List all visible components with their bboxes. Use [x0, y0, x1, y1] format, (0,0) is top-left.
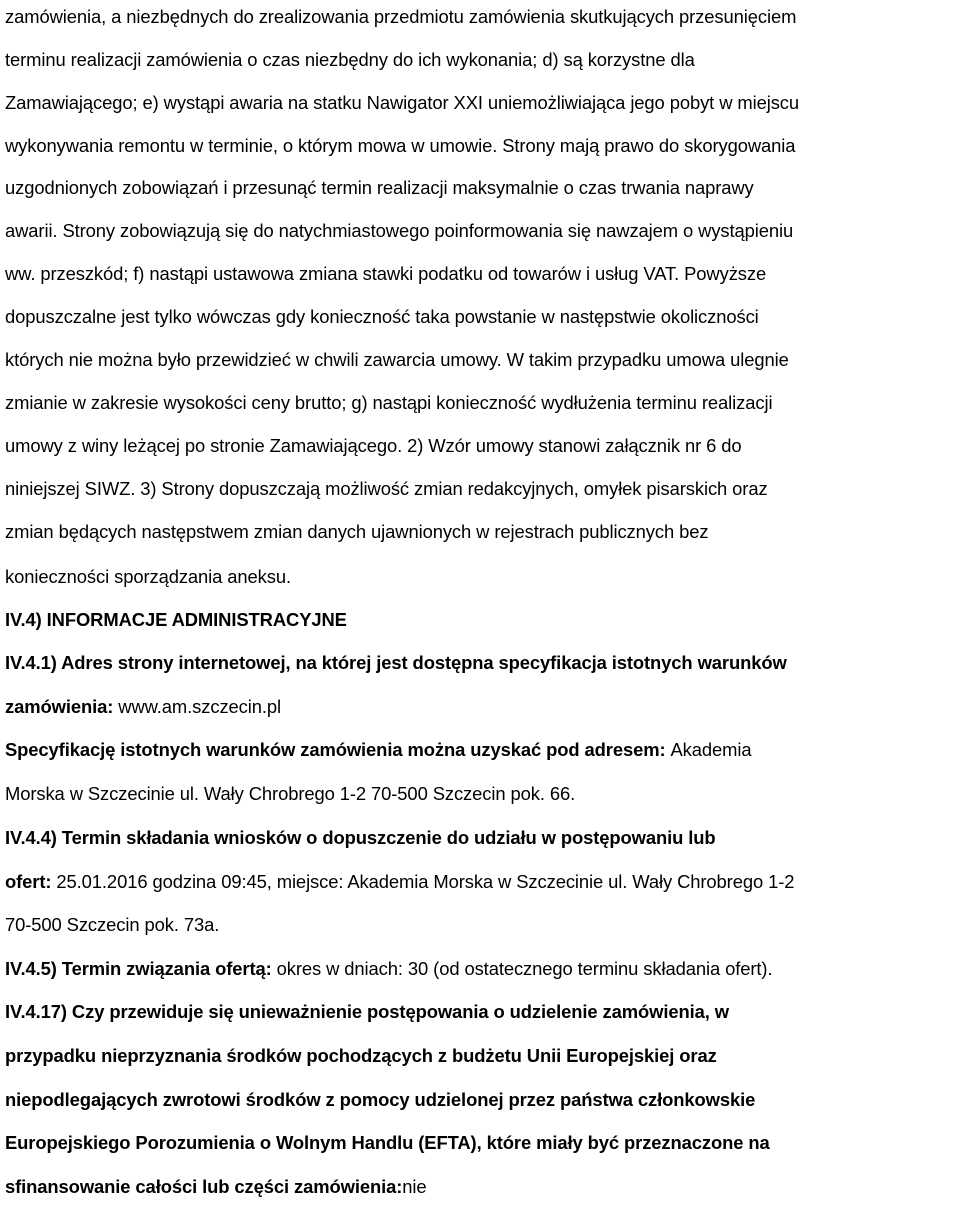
text: www.am.szczecin.pl — [118, 696, 282, 717]
text: okres w dniach: 30 (od ostatecznego terminu składania ofert). — [276, 958, 773, 979]
text: 70-500 Szczecin pok. 73a. — [5, 914, 220, 935]
text-line — [5, 1132, 770, 1154]
bold-text: IV.4.17) Czy przewiduje się unieważnienie postępowania o udzielenie zamówienia, w — [5, 1001, 729, 1022]
text-line — [5, 871, 794, 893]
text: Akademia — [670, 739, 752, 760]
text: zmianie w zakresie wysokości ceny brutto; g) nastąpi konieczność wydłużenia terminu realizacji — [5, 392, 773, 413]
text-line — [5, 652, 787, 674]
text: których nie można było przewidzieć w chwili zawarcia umowy. W takim przypadku umowa ulegnie — [5, 349, 789, 370]
text-line — [5, 92, 799, 114]
text: ww. przeszkód; f) nastąpi ustawowa zmiana stawki podatku od towarów i usług VAT. Powyższe — [5, 263, 767, 284]
bold-text: ofert: — [5, 871, 57, 892]
text: nie — [402, 1176, 427, 1197]
text-line — [5, 478, 768, 500]
bold-text: Europejskiego Porozumienia o Wolnym Handlu (EFTA), które miały być przeznaczone na — [5, 1132, 770, 1153]
text: terminu realizacji zamówienia o czas niezbędny do ich wykonania; d) są korzystne dla — [5, 49, 695, 70]
text-line — [5, 6, 796, 28]
text: wykonywania remontu w terminie, o którym mowa w umowie. Strony mają prawo do skorygowania — [5, 135, 796, 156]
text-line — [5, 392, 772, 414]
text-line — [5, 914, 219, 936]
bold-text: zamówienia: — [5, 696, 119, 717]
text-line — [5, 739, 751, 761]
text-line — [5, 1176, 427, 1198]
text: awarii. Strony zobowiązują się do natychmiastowego poinformowania się nawzajem o wystąpieniu — [5, 220, 794, 241]
bold-text: niepodlegających zwrotowi środków z pomocy udzielonej przez państwa członkowskie — [5, 1089, 756, 1110]
text-line — [5, 135, 795, 157]
text: zmian będących następstwem zmian danych ujawnionych w rejestrach publicznych bez — [5, 521, 709, 542]
bold-text: IV.4) INFORMACJE ADMINISTRACYJNE — [5, 609, 347, 630]
text: Morska w Szczecinie ul. Wały Chrobrego 1-2 70-500 Szczecin pok. 66. — [5, 783, 576, 804]
text-line — [5, 263, 766, 285]
text-line — [5, 566, 291, 588]
bold-text: IV.4.5) Termin związania ofertą: — [5, 958, 277, 979]
bold-text: przypadku nieprzyznania środków pochodzących z budżetu Unii Europejskiej oraz — [5, 1045, 717, 1066]
text-line — [5, 696, 281, 718]
text-line — [5, 783, 575, 805]
bold-text: sfinansowanie całości lub części zamówienia: — [5, 1176, 403, 1197]
text: niniejszej SIWZ. 3) Strony dopuszczają możliwość zmian redakcyjnych, omyłek pisarskich oraz — [5, 478, 768, 499]
text: zamówienia, a niezbędnych do zrealizowania przedmiotu zamówienia skutkujących przesunięciem — [5, 6, 797, 27]
text-line — [5, 609, 347, 631]
text: uzgodnionych zobowiązań i przesunąć termin realizacji maksymalnie o czas trwania naprawy — [5, 177, 754, 198]
text-line — [5, 220, 793, 242]
text-line — [5, 435, 742, 457]
text: Zamawiającego; e) wystąpi awaria na statku Nawigator XXI uniemożliwiająca jego pobyt w miejscu — [5, 92, 800, 113]
text: konieczności sporządzania aneksu. — [5, 566, 292, 587]
text-line — [5, 306, 759, 328]
text: dopuszczalne jest tylko wówczas gdy konieczność taka powstanie w następstwie okoliczności — [5, 306, 759, 327]
text-line — [5, 1045, 717, 1067]
bold-text: Specyfikację istotnych warunków zamówienia można uzyskać pod adresem: — [5, 739, 671, 760]
text-line — [5, 49, 695, 71]
bold-text: IV.4.1) Adres strony internetowej, na której jest dostępna specyfikacja istotnych warunków — [5, 652, 787, 673]
text-line — [5, 349, 789, 371]
text-line — [5, 827, 716, 849]
text-line — [5, 958, 772, 980]
text-line — [5, 1089, 755, 1111]
text: 25.01.2016 godzina 09:45, miejsce: Akademia Morska w Szczecinie ul. Wały Chrobrego 1-2 — [56, 871, 795, 892]
text: umowy z winy leżącej po stronie Zamawiającego. 2) Wzór umowy stanowi załącznik nr 6 do — [5, 435, 742, 456]
text-line — [5, 1001, 729, 1023]
text-line — [5, 521, 708, 543]
bold-text: IV.4.4) Termin składania wniosków o dopuszczenie do udziału w postępowaniu lub — [5, 827, 716, 848]
text-line — [5, 177, 754, 199]
